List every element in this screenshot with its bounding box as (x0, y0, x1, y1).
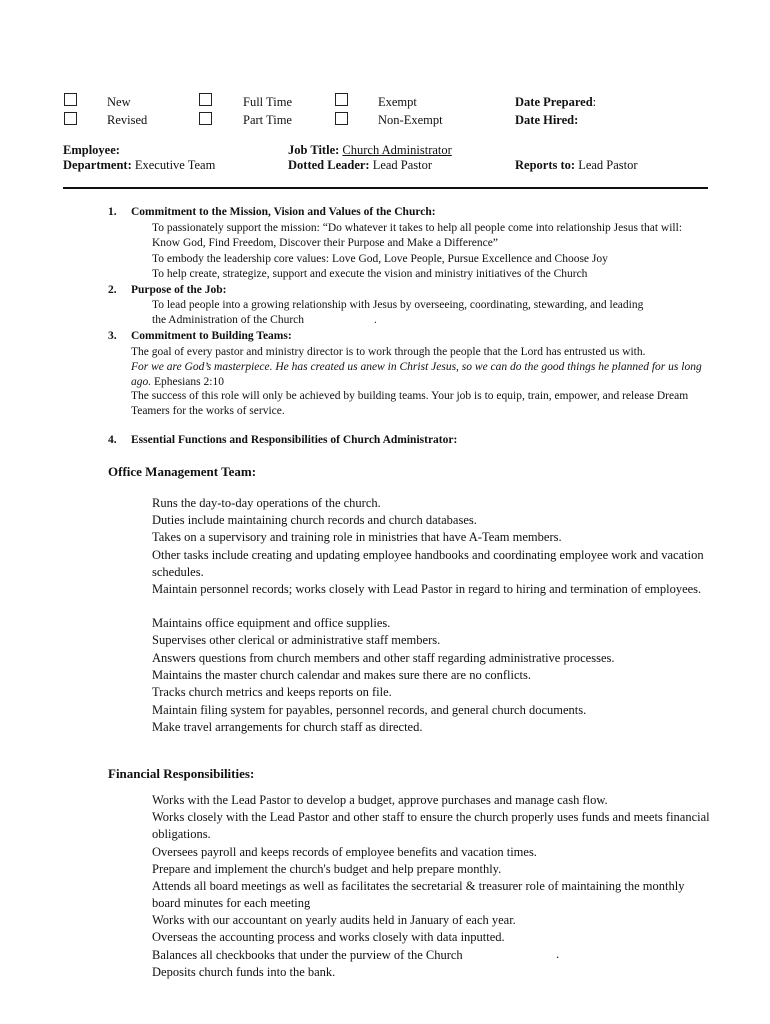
section-3-title: Commitment to Building Teams: (131, 330, 292, 342)
revised-checkbox[interactable] (64, 112, 77, 125)
section-3-number: 3. (108, 330, 117, 342)
financial-item: Deposits church funds into the bank. (152, 965, 336, 979)
office-item: Maintain personnel records; works closely with Lead Pastor in regard to hiring and termination of employees. (152, 582, 702, 596)
date-prepared-colon: : (592, 95, 597, 109)
dotted-leader-field (288, 158, 432, 173)
employee-label: Employee: (63, 143, 120, 157)
bullet-icon (128, 513, 137, 528)
non-exempt-label: Non-Exempt (378, 113, 443, 127)
bullet-icon (131, 222, 140, 234)
bullet-icon (128, 845, 137, 860)
exempt-label: Exempt (378, 95, 417, 109)
bullet-icon (128, 651, 137, 666)
bullet-icon (128, 633, 137, 648)
section-2-title: Purpose of the Job: (131, 284, 227, 296)
office-item: Takes on a supervisory and training role in ministries that have A-Team members. (152, 530, 562, 544)
bullet-icon (128, 810, 137, 825)
part-time-label: Part Time (243, 113, 292, 127)
financial-heading: Financial Responsibilities: (108, 766, 255, 781)
mission-item: To help create, strategize, support and execute the vision and ministry initiatives of the Church (152, 268, 588, 280)
job-title-label: Job Title: (288, 143, 340, 157)
financial-item: Prepare and implement the church's budget and help prepare monthly. (152, 862, 502, 876)
section-1-number: 1. (108, 206, 117, 218)
date-prepared-label: Date Prepared (515, 95, 593, 109)
section-2-number: 2. (108, 284, 117, 296)
mission-item: To passionately support the mission: “Do whatever it takes to help all people come into relationship Jesus that will: Know God, Find Freedom, Discover their Purpose and Make a Difference” (152, 222, 683, 249)
date-hired-label: Date Hired: (515, 113, 579, 127)
financial-item: Works closely with the Lead Pastor and other staff to ensure the church properly uses funds and meets financial obligations. (152, 810, 710, 841)
financial-item: Works with the Lead Pastor to develop a budget, approve purchases and manage cash flow. (152, 793, 608, 807)
office-item: Other tasks include creating and updating employee handbooks and coordinating employee work and vacation schedules. (152, 548, 704, 579)
office-item: Maintains office equipment and office supplies. (152, 616, 391, 630)
office-item: Answers questions from church members and other staff regarding administrative processes. (152, 651, 615, 665)
department-value: Executive Team (134, 158, 216, 172)
bullet-icon (128, 913, 137, 928)
office-item: Maintains the master church calendar and makes sure there are no conflicts. (152, 668, 532, 682)
section-4-number: 4. (108, 434, 117, 446)
financial-item: Attends all board meetings as well as facilitates the secretarial & treasurer role of maintaining the monthly board minutes for each meeting (152, 879, 685, 910)
bullet-icon (128, 548, 137, 563)
section-1-title: Commitment to the Mission, Vision and Values of the Church: (131, 206, 436, 218)
bullet-icon (128, 965, 137, 980)
office-item: Make travel arrangements for church staff as directed. (152, 720, 423, 734)
purpose-item-line2: the Administration of the Church (152, 314, 305, 326)
office-management-heading: Office Management Team: (108, 464, 257, 479)
bullet-icon (131, 300, 140, 312)
bullet-icon (128, 930, 137, 945)
bullet-icon (128, 720, 137, 735)
success-paragraph: The success of this role will only be achieved by building teams. Your job is to equip, train, empower, and release Dream Teamers for the works of service. (131, 390, 689, 417)
department-field (63, 158, 215, 173)
office-item: Tracks church metrics and keeps reports on file. (152, 685, 392, 699)
scripture-quote (131, 360, 711, 390)
bullet-icon (128, 530, 137, 545)
bullet-icon (128, 879, 137, 894)
bullet-icon (128, 703, 137, 718)
new-label: New (107, 95, 131, 109)
bullet-icon (131, 268, 140, 280)
bullet-icon (128, 668, 137, 683)
dotted-leader-label: Dotted Leader: (288, 158, 370, 172)
date-prepared-field (515, 95, 596, 110)
reports-to-field (515, 158, 638, 173)
bullet-icon (128, 948, 137, 963)
office-item: Runs the day-to-day operations of the church. (152, 496, 381, 510)
purpose-item-period: . (374, 314, 377, 326)
bullet-icon (128, 685, 137, 700)
financial-item: Overseas the accounting process and works closely with data inputted. (152, 930, 505, 944)
bullet-icon (128, 793, 137, 808)
bullet-icon (128, 862, 137, 877)
office-item: Duties include maintaining church records and church databases. (152, 513, 477, 527)
non-exempt-checkbox[interactable] (335, 112, 348, 125)
job-title-value: Church Administrator (342, 143, 452, 157)
scripture-text: For we are God’s masterpiece. He has created us anew in Christ Jesus, so we can do the good things he planned for us long ago. (131, 361, 702, 388)
part-time-checkbox[interactable] (199, 112, 212, 125)
office-item: Maintain filing system for payables, personnel records, and general church documents. (152, 703, 587, 717)
revised-label: Revised (107, 113, 148, 127)
exempt-checkbox[interactable] (335, 93, 348, 106)
bullet-icon (128, 496, 137, 511)
full-time-checkbox[interactable] (199, 93, 212, 106)
reports-to-value: Lead Pastor (578, 158, 638, 172)
scripture-reference: Ephesians 2:10 (154, 376, 224, 388)
department-label: Department: (63, 158, 132, 172)
full-time-label: Full Time (243, 95, 292, 109)
new-checkbox[interactable] (64, 93, 77, 106)
section-4-title: Essential Functions and Responsibilities of Church Administrator: (131, 434, 458, 446)
header-divider (63, 187, 708, 189)
teams-paragraph: The goal of every pastor and ministry director is to work through the people that the Lord has entrusted us with. (131, 346, 646, 358)
purpose-item-line1: To lead people into a growing relationship with Jesus by overseeing, coordinating, stewarding, and leading (152, 299, 644, 311)
dotted-leader-value: Lead Pastor (372, 158, 433, 172)
financial-item: Works with our accountant on yearly audits held in January of each year. (152, 913, 516, 927)
financial-item: Balances all checkbooks that under the purview of the Church (152, 948, 463, 962)
bullet-icon (128, 582, 137, 597)
bullet-icon (131, 253, 140, 265)
financial-item-period: . (556, 947, 560, 961)
financial-item: Oversees payroll and keeps records of employee benefits and vacation times. (152, 845, 537, 859)
reports-to-label: Reports to: (515, 158, 576, 172)
office-item: Supervises other clerical or administrative staff members. (152, 633, 441, 647)
job-title-field (288, 143, 452, 158)
bullet-icon (128, 616, 137, 631)
mission-item: To embody the leadership core values: Love God, Love People, Pursue Excellence and Choose Joy (152, 253, 608, 265)
